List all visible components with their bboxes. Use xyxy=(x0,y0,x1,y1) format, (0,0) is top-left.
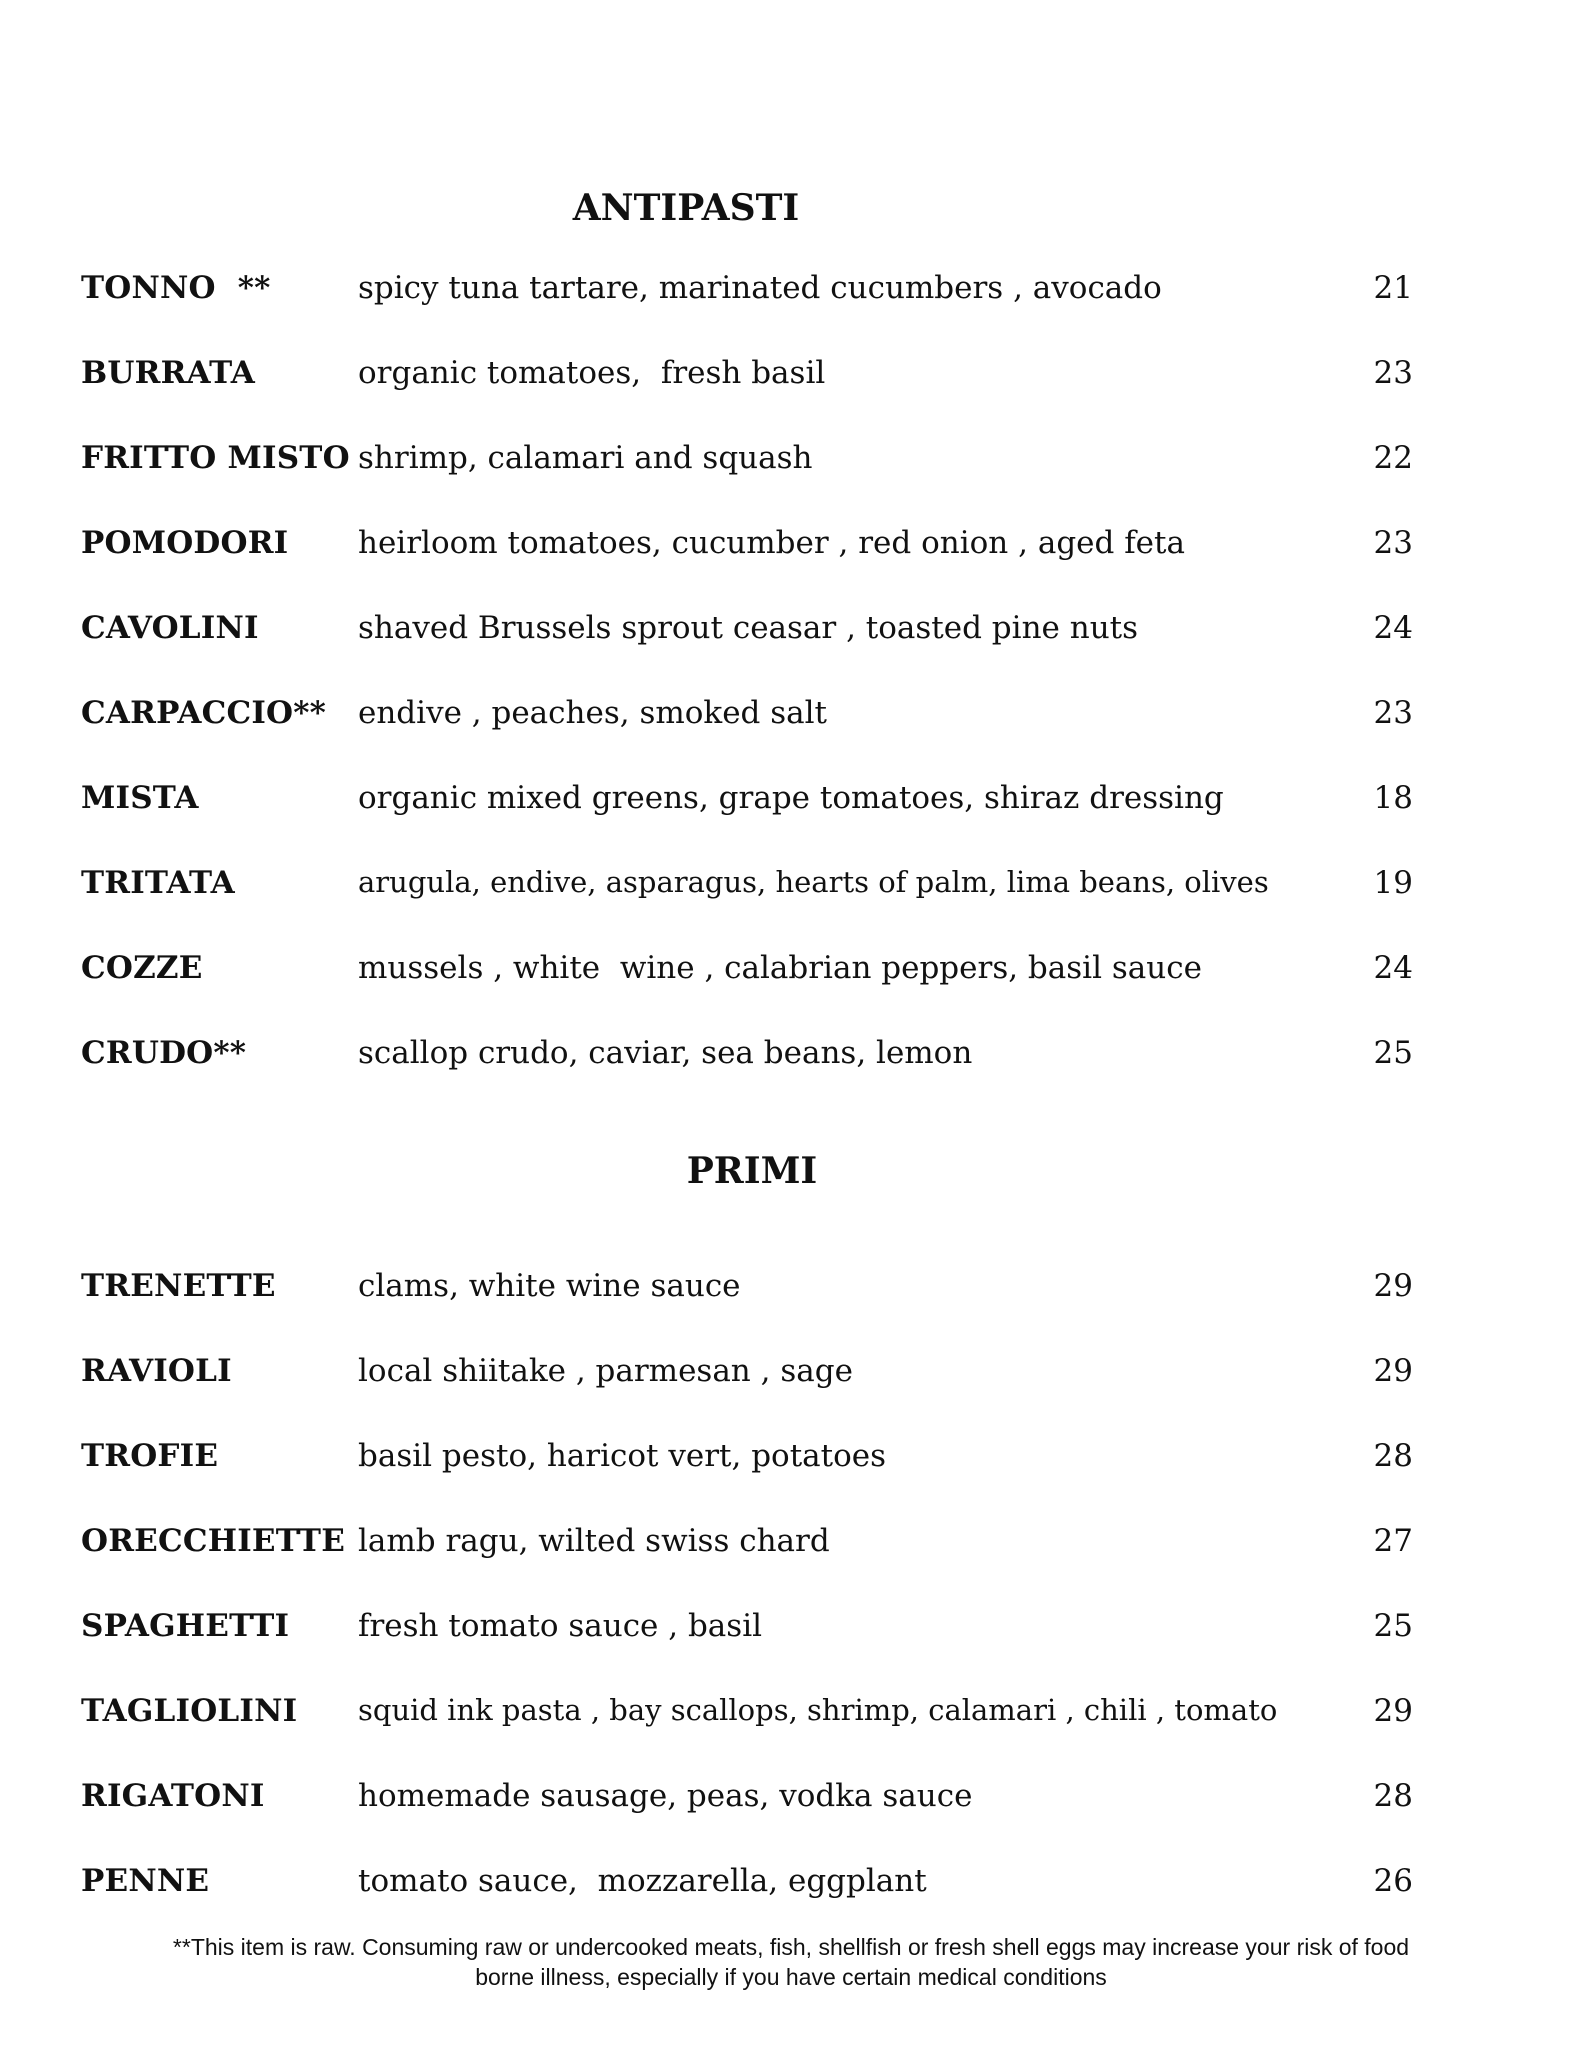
item-name: TROFIE xyxy=(81,1438,219,1474)
disclaimer-line-2: borne illness, especially if you have certain medical conditions xyxy=(475,1964,1107,1990)
item-price: 27 xyxy=(1373,1523,1413,1559)
menu-item xyxy=(0,1438,1582,1482)
item-price: 29 xyxy=(1373,1268,1413,1304)
item-description: homemade sausage, peas, vodka sauce xyxy=(358,1778,973,1814)
item-description: squid ink pasta , bay scallops, shrimp, calamari , chili , tomato xyxy=(358,1693,1278,1727)
item-price: 25 xyxy=(1373,1608,1413,1644)
item-price: 21 xyxy=(1373,270,1413,306)
item-description: tomato sauce, mozzarella, eggplant xyxy=(358,1863,927,1899)
item-name: TAGLIOLINI xyxy=(81,1693,298,1729)
menu-item xyxy=(0,865,1582,909)
item-price: 29 xyxy=(1373,1693,1413,1729)
item-description: shrimp, calamari and squash xyxy=(358,440,813,476)
item-name: CRUDO** xyxy=(81,1035,247,1071)
item-price: 23 xyxy=(1373,695,1413,731)
item-name: SPAGHETTI xyxy=(81,1608,290,1644)
item-price: 28 xyxy=(1373,1778,1413,1814)
item-description: scallop crudo, caviar, sea beans, lemon xyxy=(358,1035,973,1071)
item-price: 19 xyxy=(1373,865,1413,901)
item-name: TRITATA xyxy=(81,865,235,901)
item-description: organic tomatoes, fresh basil xyxy=(358,355,826,391)
item-name: MISTA xyxy=(81,780,199,816)
item-description: lamb ragu, wilted swiss chard xyxy=(358,1523,830,1559)
item-description: shaved Brussels sprout ceasar , toasted pine nuts xyxy=(358,610,1139,646)
menu-item xyxy=(0,1693,1582,1737)
item-name: CARPACCIO** xyxy=(81,695,327,731)
raw-food-disclaimer xyxy=(90,1932,1492,1992)
menu-item xyxy=(0,1268,1582,1312)
menu-item xyxy=(0,525,1582,569)
menu-item xyxy=(0,1035,1582,1079)
item-name: ORECCHIETTE xyxy=(81,1523,346,1559)
menu-item xyxy=(0,950,1582,994)
item-price: 23 xyxy=(1373,355,1413,391)
menu-item xyxy=(0,440,1582,484)
item-name: BURRATA xyxy=(81,355,255,391)
item-description: clams, white wine sauce xyxy=(358,1268,741,1304)
item-price: 25 xyxy=(1373,1035,1413,1071)
menu-item xyxy=(0,1778,1582,1822)
menu-item xyxy=(0,270,1582,314)
item-description: endive , peaches, smoked salt xyxy=(358,695,828,731)
item-name: TONNO ** xyxy=(81,270,271,306)
menu-item xyxy=(0,695,1582,739)
item-description: organic mixed greens, grape tomatoes, shiraz dressing xyxy=(358,780,1224,816)
menu-item xyxy=(0,1353,1582,1397)
item-name: RAVIOLI xyxy=(81,1353,232,1389)
item-name: PENNE xyxy=(81,1863,210,1899)
item-price: 22 xyxy=(1373,440,1413,476)
menu-item xyxy=(0,780,1582,824)
item-price: 23 xyxy=(1373,525,1413,561)
item-price: 29 xyxy=(1373,1353,1413,1389)
item-description: local shiitake , parmesan , sage xyxy=(358,1353,853,1389)
item-price: 28 xyxy=(1373,1438,1413,1474)
item-name: TRENETTE xyxy=(81,1268,276,1304)
menu-item xyxy=(0,1608,1582,1652)
disclaimer-line-1: **This item is raw. Consuming raw or undercooked meats, fish, shellfish or fresh shell eggs may increase your risk of food xyxy=(172,1934,1410,1960)
section-title-antipasti: ANTIPASTI xyxy=(572,187,800,229)
item-name: RIGATONI xyxy=(81,1778,265,1814)
item-description: heirloom tomatoes, cucumber , red onion , aged feta xyxy=(358,525,1185,561)
item-name: COZZE xyxy=(81,950,203,986)
menu-item xyxy=(0,355,1582,399)
menu-item xyxy=(0,1523,1582,1567)
menu-item xyxy=(0,1863,1582,1907)
item-name: FRITTO MISTO xyxy=(81,440,350,476)
menu-item xyxy=(0,610,1582,654)
item-price: 24 xyxy=(1373,950,1413,986)
item-name: CAVOLINI xyxy=(81,610,259,646)
item-description: arugula, endive, asparagus, hearts of palm, lima beans, olives xyxy=(358,865,1269,899)
item-description: spicy tuna tartare, marinated cucumbers , avocado xyxy=(358,270,1162,306)
item-price: 26 xyxy=(1373,1863,1413,1899)
item-description: basil pesto, haricot vert, potatoes xyxy=(358,1438,887,1474)
item-description: mussels , white wine , calabrian peppers, basil sauce xyxy=(358,950,1202,986)
item-description: fresh tomato sauce , basil xyxy=(358,1608,763,1644)
item-name: POMODORI xyxy=(81,525,289,561)
section-title-primi: PRIMI xyxy=(686,1150,818,1192)
item-price: 24 xyxy=(1373,610,1413,646)
item-price: 18 xyxy=(1373,780,1413,816)
